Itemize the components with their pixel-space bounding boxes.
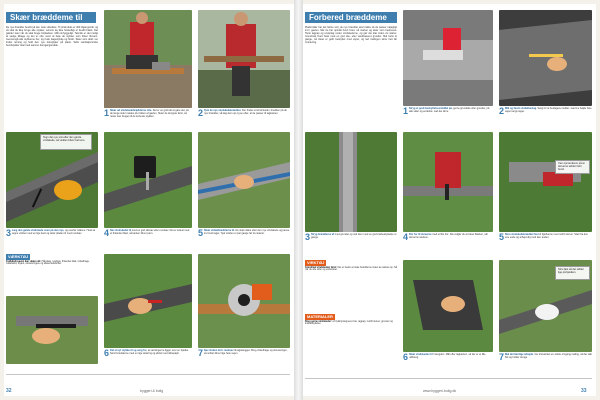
tool-box-title: Fodbåndssaven kan skære alt: — [6, 259, 41, 263]
caption-step-6 — [104, 349, 192, 371]
left-folio: byggeri & bolig — [140, 389, 164, 393]
caption-right-step-4 — [403, 233, 493, 255]
right-step-2-number: 2 — [499, 107, 505, 116]
right-intro: Pladsmåler har det første snit; de nye brædder skal måles så de passer nøjagtigt ind i gavlen. Når du har opmålt hvert bræt, så marker og skær som beskrevet. Husk tagpap og underlag under vindskederne, og gør det klar inden du starter. Grundmal hvert bræt med en god olie- eller vandbaseret grunder. Mal helst to gange, så træet er godt beskyttet mod vejret, og lad malingen tørre helt før montering. — [305, 26, 397, 44]
right-step-3-number: 3 — [305, 233, 311, 242]
step-3-title: Læg den gamle vindskede oven på den nye, — [12, 229, 65, 232]
step-5-number: 5 — [198, 229, 204, 238]
caption-right-step-1 — [403, 107, 493, 129]
caption-right-step-2 — [499, 107, 592, 129]
right-step-1-number: 1 — [403, 107, 409, 116]
step-2-number: 2 — [198, 109, 204, 118]
photo-step-2 — [198, 10, 290, 108]
right-step-2-body: Sørg for at beslagene sidder i samme højde hele vejen langs taget. — [505, 107, 592, 113]
photo-right-step-4 — [403, 132, 493, 232]
right-title: Forbered bræddeme — [305, 12, 397, 23]
step-3-body: og overfør målene. Husk at tegne vinklen med en lige kant og skær pladen til med rundsav. — [12, 229, 96, 235]
photo-right-step-5 — [499, 132, 592, 232]
right-step-3-body: med grunder og mal dem med en god træbeskyttelse to gange. — [311, 233, 397, 239]
right-step-7-body: Giv træværket en sidste omgang maling, så det står flot og holder længe. — [505, 353, 592, 359]
materials-box — [305, 314, 397, 368]
tip-box — [305, 260, 397, 296]
step-1-title: Skær ud vindskedebrædderne otte. — [110, 109, 152, 112]
photo-right-step-2 — [499, 10, 592, 106]
materials-box-label: MATERIALER — [307, 314, 333, 319]
step-7-title: Sav vinden ind i rundsav — [204, 349, 234, 352]
tip-box-title: Grundmal vindskeden først: — [305, 265, 337, 269]
left-title: Skær bræddeme til — [6, 12, 96, 23]
tool-box-body: Håndsav, rundsav, fintandet blad, vinkelhage, målebånd, blyant, skruetvingere og sikkerhedsbriller. — [6, 259, 90, 266]
photo-right-step-6 — [403, 260, 493, 352]
photo-step-4 — [104, 132, 192, 228]
right-step-1-body: gerne grundolie eller grunder, på alle sider og endetræ. Lad det tørre. — [409, 107, 490, 113]
step-3-number: 3 — [6, 229, 12, 238]
right-folio: www.byggeri-bolig.dk — [423, 389, 457, 393]
step-4-number: 4 — [104, 229, 110, 238]
caption-right-step-5 — [499, 233, 592, 255]
caption-step-2 — [198, 109, 290, 129]
step-6-body: at samlingerne ligger over en bjælke. Saml brædderne med en lige skæring og afslut med slibepapir. — [110, 349, 189, 355]
step-2-body: Der findes små forskelle i bredden på de nye brædder, så læg dem op og se efter, at de passer til tagkanten. — [204, 109, 287, 115]
right-step-5-body: til bjælkerne med rustfri skruer. Start fra den ene ende og arbejd dig mod den anden. — [505, 233, 588, 239]
caption-right-step-6 — [403, 353, 493, 375]
right-step-6-body: i længden. Mål efter tagkanten, så der er et lille udhæng. — [409, 353, 486, 359]
right-step-3-title: Stryg brædderne af — [311, 233, 335, 236]
right-page-number: 33 — [581, 388, 587, 394]
right-footer-rule — [305, 378, 592, 379]
caption-step-3 — [6, 229, 98, 249]
caption-step-1 — [104, 109, 192, 129]
step-7-number: 7 — [198, 349, 204, 358]
right-step-5-title: Skru vindskedebræddet fast — [505, 233, 539, 236]
left-page-number: 32 — [6, 388, 12, 394]
caption-step-5 — [198, 229, 290, 249]
step-1-number: 1 — [104, 109, 110, 118]
left-page — [4, 4, 294, 396]
step-2-title: Tjek de nye vindskedebrædder. — [204, 109, 242, 112]
right-step-6-number: 6 — [403, 353, 409, 362]
photo-tool — [6, 296, 98, 364]
step-6-number: 6 — [104, 349, 110, 358]
right-step-7-title: Mal det færdige arbejde. — [505, 353, 534, 356]
left-footer-rule — [6, 374, 290, 375]
photo-right-step-3 — [305, 132, 397, 232]
tool-box — [6, 254, 98, 294]
step-4-body: med en god stiksav eller rundsav. Det er lettest med et fintandet blad, så kanten bliver pæn. — [110, 229, 190, 235]
step-7-body: til tagskægget. Brug vinkelhage og skruetvinger, så snittet bliver lige hele vejen. — [204, 349, 288, 355]
right-step-6-title: Skær vindskeden til — [409, 353, 433, 356]
right-step-2-title: Mål og fæstn vinkelbeslag. — [505, 107, 537, 110]
left-intro: De nye brædder bestilt på den rette virkeliste. Til prisindeks er 400 tilgangsmål, og så skal du ikke bruge alle stykker, selvom de ikke forskelligt er bestilt blank. Det gælder især når du skal bruge forpladsen. Mål omhyggeligt. Teknisk er det muligt at sælge tilbage og det er ofte nemt at bøje de stykker som bliver tilovers. Gennemgå alle stykkerne her, og husk bagestykke og finish. Skær som altid i en lodret retning og hold den nye træstykker på plads. Sidst værktøjsmindre bundstykker skal med samme fremgangsmåde. — [6, 26, 98, 47]
materials-box-body: af trykimprægneret træ, tagpap, rustfri skruer, grunder og træbeskyttelse. — [305, 319, 393, 326]
step-4-title: Sav vindskedet til — [110, 229, 132, 232]
right-photo-callout-a: Vær opmærksom på at skruerne sidder helt i bund. — [555, 160, 590, 174]
caption-right-step-3 — [305, 233, 397, 255]
tool-box-label: VÆRKTØJ — [8, 254, 29, 259]
caption-right-step-7 — [499, 353, 592, 375]
step-6-title: Del et nyt stykke til og sørg for, — [110, 349, 148, 352]
tip-box-label: VIRKTØJ — [307, 260, 325, 265]
step-5-body: De skal måles efter den nye vindskede og passe ind mod taget. Tjek vinklen et par gange før du skærer. — [204, 229, 290, 235]
right-step-5-number: 5 — [499, 233, 505, 242]
right-step-4-title: Bor for til skruerne — [409, 233, 432, 236]
left-photo-callout: Tegn det nye snit efter den gamle vindskede, så vinklen bliver helt ens. — [40, 134, 92, 150]
photo-step-1 — [104, 10, 192, 108]
right-step-4-number: 4 — [403, 233, 409, 242]
photo-right-step-1 — [403, 10, 493, 106]
spine — [294, 0, 303, 400]
tip-box-body: Det er bedre at male brædderne inden de sættes op. Så når du alle sider og endetræet. — [305, 265, 397, 272]
right-step-1-title: Stryg et godt beskyttelsesmiddel på, — [409, 107, 453, 110]
photo-step-7 — [198, 254, 290, 348]
caption-step-7 — [198, 349, 290, 371]
step-5-title: Skær vinkelbrædderne til. — [204, 229, 235, 232]
materials-box-title: Brug gerne vindskeder: — [305, 319, 332, 323]
right-photo-callout-b: Skru fast så det sidder lige på bjælken. — [555, 266, 590, 280]
right-page — [303, 4, 596, 396]
step-1-body: Det er en god idé at gøre det, så de lange sider mødes på midten af gavlen. Skær de længste først, så rester kan bruges til de korteste stykker. — [110, 109, 189, 118]
photo-step-5 — [198, 132, 290, 228]
caption-step-4 — [104, 229, 192, 249]
photo-step-6 — [104, 254, 192, 348]
right-step-7-number: 7 — [499, 353, 505, 362]
right-step-4-body: med et lille bor. Så undgår du at træet flækker, når skruerne sættes i. — [409, 233, 488, 239]
